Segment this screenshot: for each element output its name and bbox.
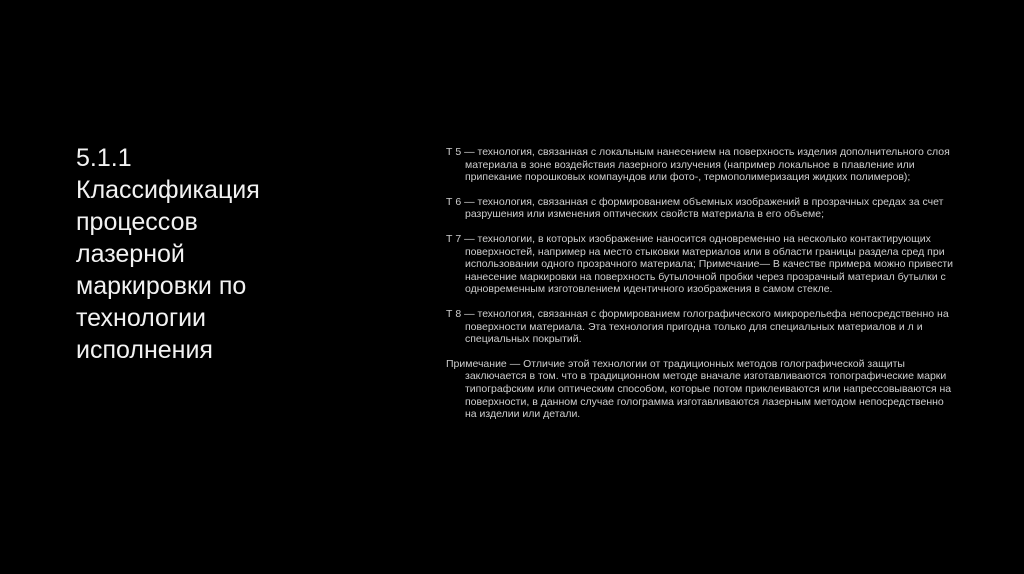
title-line: маркировки по	[76, 272, 247, 300]
title-line: технологии	[76, 304, 207, 332]
slide-body-text	[446, 146, 956, 433]
paragraph-t6: Т 6 — технология, связанная с формированием объемных изображений в прозрачных средах за счет разрушения или изменения оптических свойств материала в его объеме;	[446, 195, 944, 221]
paragraph-t5: Т 5 — технология, связанная с локальным нанесением на поверхность изделия дополнительного слоя материала в зоне воздействия лазерного излучения (например локальное в плавление или припекание порошковых компаундов или фото-, термополимеризация жидких полимеров);	[446, 146, 950, 184]
slide-title	[76, 142, 406, 366]
title-line: процессов	[76, 208, 198, 236]
title-line: лазерной	[76, 240, 185, 268]
title-line: исполнения	[76, 336, 213, 364]
title-line: 5.1.1	[76, 144, 132, 172]
paragraph-note: Примечание — Отличие этой технологии от традиционных методов голографической защиты заключается в том. что в традиционном методе вначале изготавливаются топографические марки типографским или оптическим способом, которые потом приклеиваются или напрессовываются на поверхности, в данном случае голограмма изготавливаются лазерным методом непосредственно на изделии или детали.	[446, 357, 952, 421]
paragraph-t7: Т 7 — технологии, в которых изображение наносится одновременно на несколько контактирующих поверхностей, например на место стыковки материалов или в области границы раздела сред при использовании одного прозрачного материала; Примечание— В качестве примера можно привести нанесение маркировки на поверхность бутылочной пробки через прозрачный материал бутылки с одновременным изготовлением идентичного изображения в самом стекле.	[446, 232, 954, 296]
title-line: Классификация	[76, 176, 260, 204]
paragraph-t8: Т 8 — технология, связанная с формированием голографического микрорельефа непосредственно на поверхности материала. Эта технология пригодна только для специальных материалов и л и специальных покрытий.	[446, 307, 949, 346]
